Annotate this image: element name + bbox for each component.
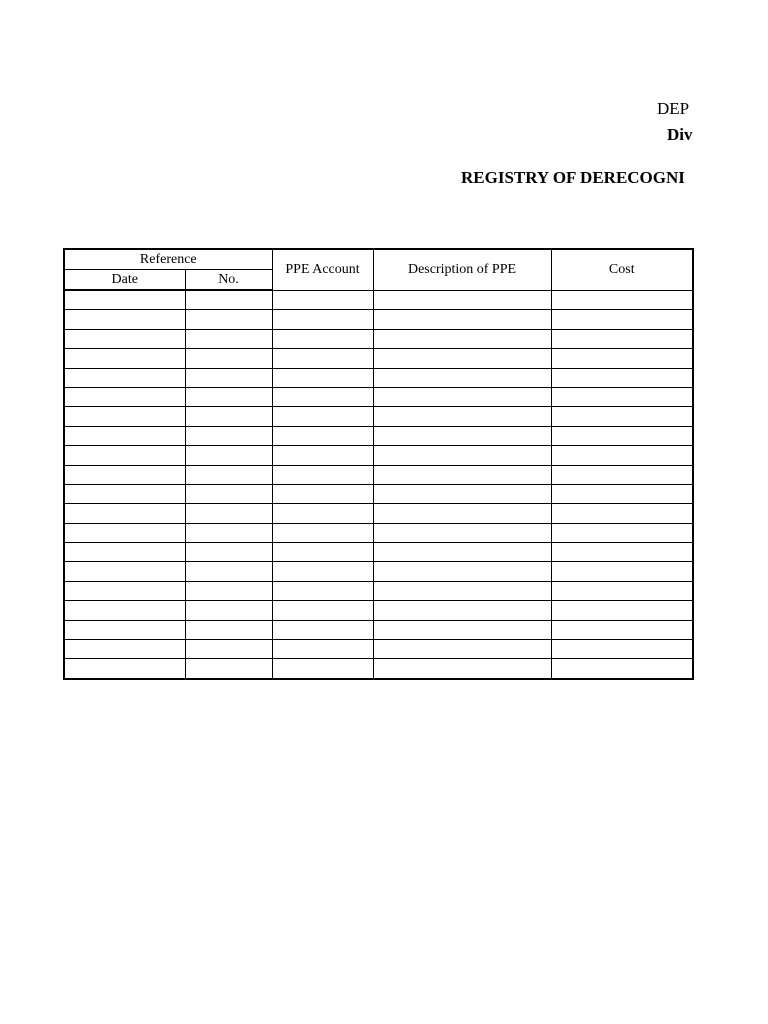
- cell-date: [64, 349, 185, 368]
- cell-date: [64, 601, 185, 620]
- cell-description: [373, 290, 551, 310]
- cell-cost: [551, 659, 693, 679]
- table-row: [64, 601, 693, 620]
- cell-date: [64, 581, 185, 600]
- cell-cost: [551, 523, 693, 542]
- table-row: [64, 484, 693, 503]
- cell-number: [185, 620, 272, 639]
- table-row: [64, 640, 693, 659]
- cell-date: [64, 310, 185, 329]
- cell-number: [185, 407, 272, 426]
- cell-description: [373, 329, 551, 348]
- cell-cost: [551, 329, 693, 348]
- table-row: [64, 310, 693, 329]
- table-row: [64, 290, 693, 310]
- table-row: [64, 543, 693, 562]
- table-row: [64, 407, 693, 426]
- cell-ppe-account: [272, 407, 373, 426]
- cell-cost: [551, 368, 693, 387]
- cell-cost: [551, 581, 693, 600]
- cell-cost: [551, 601, 693, 620]
- table-row: [64, 465, 693, 484]
- column-header-cost: Cost: [551, 249, 693, 290]
- cell-description: [373, 562, 551, 581]
- cell-ppe-account: [272, 620, 373, 639]
- registry-title: REGISTRY OF DERECOGNI: [461, 168, 685, 187]
- table-row: [64, 659, 693, 679]
- table-row: [64, 368, 693, 387]
- cell-ppe-account: [272, 387, 373, 406]
- cell-number: [185, 290, 272, 310]
- cell-number: [185, 329, 272, 348]
- cell-number: [185, 543, 272, 562]
- column-header-date: Date: [64, 270, 185, 291]
- cell-date: [64, 387, 185, 406]
- cell-description: [373, 426, 551, 445]
- cell-date: [64, 407, 185, 426]
- cell-ppe-account: [272, 659, 373, 679]
- cell-date: [64, 290, 185, 310]
- cell-ppe-account: [272, 640, 373, 659]
- cell-description: [373, 523, 551, 542]
- cell-cost: [551, 310, 693, 329]
- table-row: [64, 426, 693, 445]
- cell-description: [373, 484, 551, 503]
- cell-ppe-account: [272, 581, 373, 600]
- column-header-ppe-account: PPE Account: [272, 249, 373, 290]
- cell-number: [185, 523, 272, 542]
- cell-cost: [551, 640, 693, 659]
- cell-ppe-account: [272, 368, 373, 387]
- cell-number: [185, 465, 272, 484]
- cell-ppe-account: [272, 465, 373, 484]
- cell-cost: [551, 387, 693, 406]
- cell-cost: [551, 620, 693, 639]
- cell-description: [373, 620, 551, 639]
- table-row: [64, 349, 693, 368]
- cell-ppe-account: [272, 543, 373, 562]
- cell-ppe-account: [272, 290, 373, 310]
- table-row: [64, 562, 693, 581]
- cell-number: [185, 581, 272, 600]
- cell-cost: [551, 426, 693, 445]
- cell-description: [373, 446, 551, 465]
- cell-date: [64, 465, 185, 484]
- cell-number: [185, 446, 272, 465]
- cell-ppe-account: [272, 310, 373, 329]
- column-header-reference: Reference: [64, 249, 272, 270]
- cell-date: [64, 368, 185, 387]
- column-header-description: Description of PPE: [373, 249, 551, 290]
- table-row: [64, 620, 693, 639]
- cell-description: [373, 504, 551, 523]
- cell-ppe-account: [272, 329, 373, 348]
- cell-description: [373, 659, 551, 679]
- table-row: [64, 329, 693, 348]
- cell-number: [185, 601, 272, 620]
- cell-number: [185, 484, 272, 503]
- cell-ppe-account: [272, 523, 373, 542]
- cell-date: [64, 640, 185, 659]
- registry-table: [63, 248, 694, 680]
- cell-ppe-account: [272, 426, 373, 445]
- cell-ppe-account: [272, 349, 373, 368]
- cell-date: [64, 543, 185, 562]
- cell-number: [185, 659, 272, 679]
- cell-number: [185, 504, 272, 523]
- cell-description: [373, 465, 551, 484]
- header-row-group: [64, 249, 693, 270]
- table-row: [64, 387, 693, 406]
- cell-description: [373, 640, 551, 659]
- cell-cost: [551, 543, 693, 562]
- cell-cost: [551, 465, 693, 484]
- cell-description: [373, 387, 551, 406]
- cell-number: [185, 349, 272, 368]
- cell-cost: [551, 504, 693, 523]
- cell-date: [64, 446, 185, 465]
- cell-number: [185, 426, 272, 445]
- cell-date: [64, 426, 185, 445]
- cell-date: [64, 562, 185, 581]
- cell-date: [64, 329, 185, 348]
- cell-cost: [551, 562, 693, 581]
- column-header-number: No.: [185, 270, 272, 291]
- cell-number: [185, 562, 272, 581]
- table-row: [64, 523, 693, 542]
- cell-cost: [551, 446, 693, 465]
- cell-cost: [551, 290, 693, 310]
- cell-date: [64, 620, 185, 639]
- cell-description: [373, 543, 551, 562]
- table-row: [64, 446, 693, 465]
- cell-number: [185, 640, 272, 659]
- cell-ppe-account: [272, 504, 373, 523]
- cell-number: [185, 310, 272, 329]
- cell-description: [373, 407, 551, 426]
- cell-cost: [551, 349, 693, 368]
- cell-date: [64, 659, 185, 679]
- cell-cost: [551, 484, 693, 503]
- cell-description: [373, 310, 551, 329]
- cell-description: [373, 601, 551, 620]
- table-row: [64, 504, 693, 523]
- cell-date: [64, 504, 185, 523]
- department-heading: DEP: [657, 99, 690, 118]
- cell-number: [185, 368, 272, 387]
- cell-date: [64, 523, 185, 542]
- cell-cost: [551, 407, 693, 426]
- cell-date: [64, 484, 185, 503]
- division-heading: Div: [667, 125, 693, 144]
- registry-body: [64, 290, 693, 679]
- table-row: [64, 581, 693, 600]
- cell-description: [373, 368, 551, 387]
- cell-ppe-account: [272, 601, 373, 620]
- cell-ppe-account: [272, 562, 373, 581]
- cell-ppe-account: [272, 446, 373, 465]
- cell-description: [373, 349, 551, 368]
- cell-ppe-account: [272, 484, 373, 503]
- cell-number: [185, 387, 272, 406]
- cell-description: [373, 581, 551, 600]
